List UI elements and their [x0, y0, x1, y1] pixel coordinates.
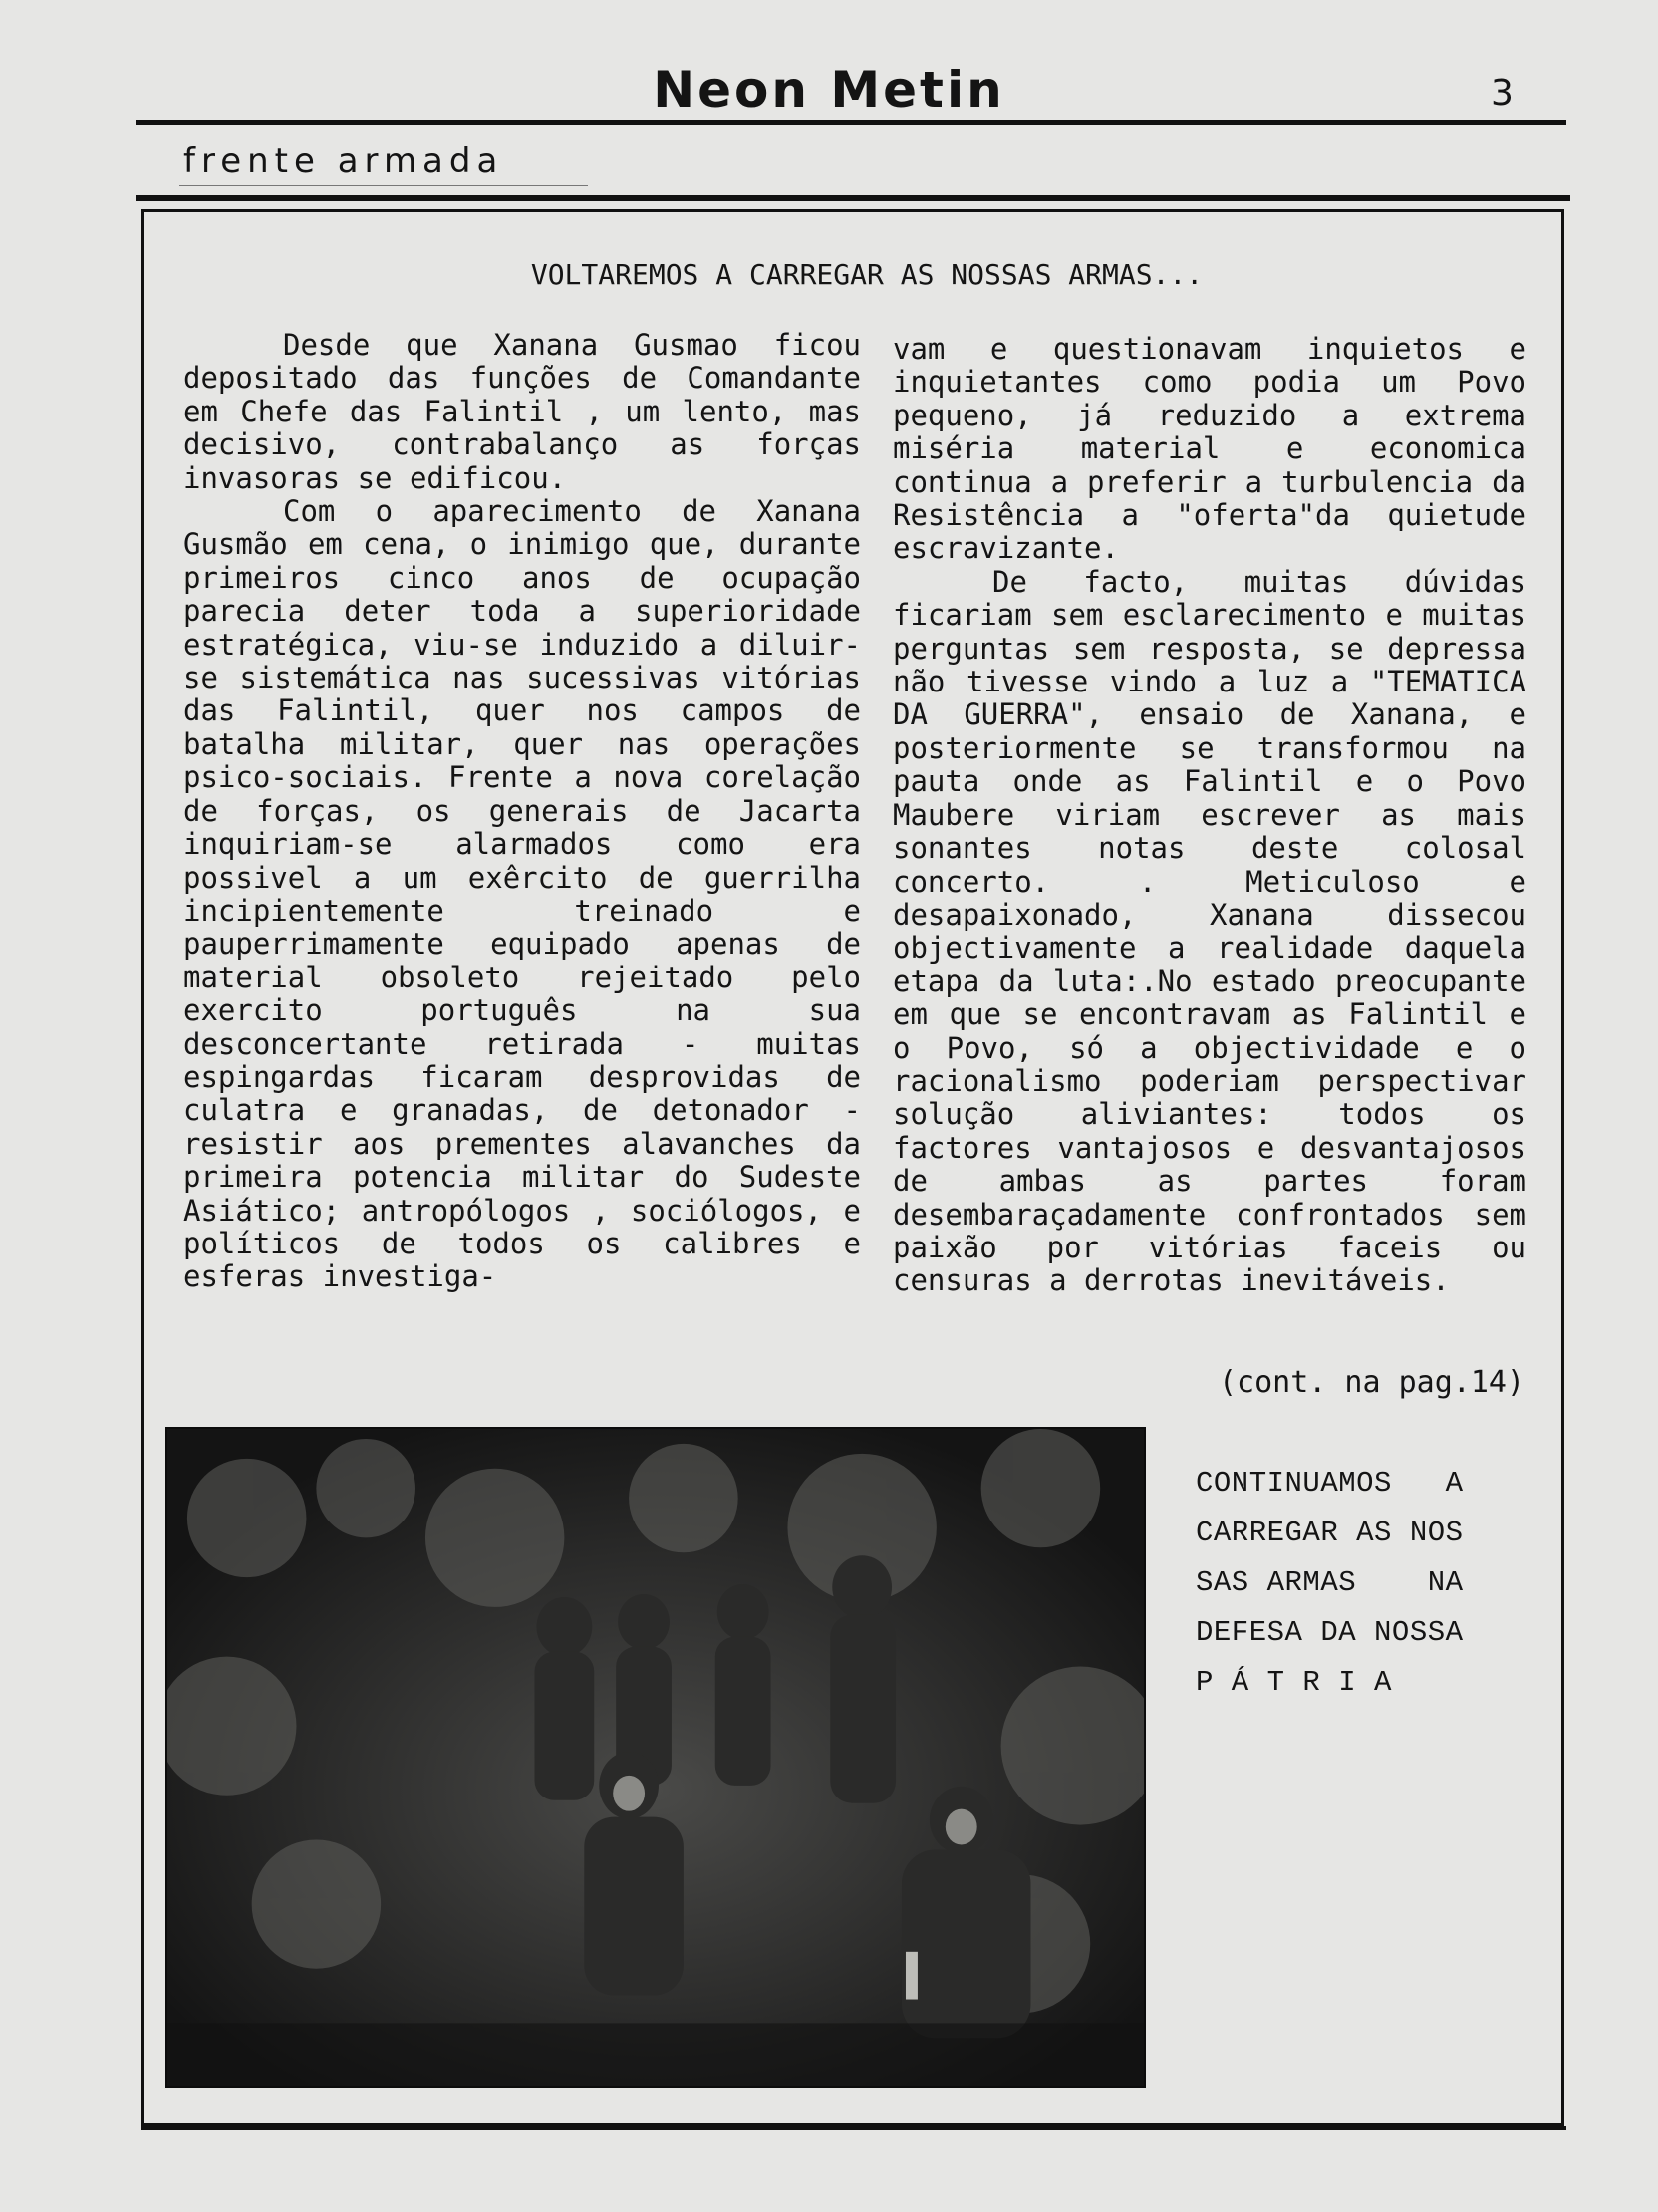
photo-caption [1196, 1459, 1505, 1708]
article-paragraph: Com o aparecimento de Xanana Gusmão em cena, o inimigo que, durante primeiros cinco anos de ocupação parecia deter toda a superioridade estratégica, viu-se induzido a diluir-se sistemática nas sucessivas vitórias das Falintil, quer nos campos de batalha militar, quer nas operações psico-sociais. Frente a nova corelação de forças, os generais de Jacarta inquiriam-se alarmados como era possivel a um exêrcito de guerrilha incipientemente treinado e pauperrimamente equipado apenas de material obsoleto rejeitado pelo exercito português na sua desconcertante retirada - muitas espingardas ficaram desprovidas de culatra e granadas, de detonador - resistir aos prementes alavanches da primeira potencia militar do Sudeste Asiático; antropólogos , sociólogos, e políticos de todos os calibres e esferas investiga- [183, 494, 861, 1294]
continued-note: (cont. na pag.14) [1218, 1365, 1524, 1400]
masthead-title: Neon Metin [653, 61, 1005, 119]
caption-line: DEFESA DA NOSSA [1196, 1616, 1464, 1649]
article-column-left [183, 329, 861, 1294]
section-rule [136, 195, 1570, 201]
guerrilla-photo [165, 1427, 1146, 2088]
article-headline: VOLTAREMOS A CARREGAR AS NOSSAS ARMAS... [530, 258, 1204, 291]
masthead-rule [136, 120, 1566, 125]
article-column-right [893, 333, 1526, 1298]
article-paragraph: vam e questionavam inquietos e inquietantes como podia um Povo pequeno, já reduzido a extrema miséria material e economica continua a preferir a turbulencia da Resistência a "oferta"da quietude escravizante. [893, 332, 1526, 566]
caption-line: SAS ARMAS NA [1196, 1566, 1464, 1599]
bottom-rule [141, 2126, 1566, 2130]
section-underline [179, 185, 588, 186]
caption-line: P Á T R I A [1196, 1666, 1392, 1699]
caption-line: CONTINUAMOS A [1196, 1467, 1464, 1500]
section-label: frente armada [183, 141, 504, 181]
article-paragraph: Desde que Xanana Gusmao ficou depositado das funções de Comandante em Chefe das Falintil , um lento, mas decisivo, contrabalanço as forças invasoras se edificou. [183, 328, 861, 495]
article-paragraph: De facto, muitas dúvidas ficariam sem esclarecimento e muitas perguntas sem resposta, se depressa não tivesse vindo a luz a "TEMATICA DA GUERRA", ensaio de Xanana, e posteriormente se transformou na pauta onde as Falintil e o Povo Maubere viriam escrever as mais sonantes notas deste colosal concerto. . Meticuloso e desapaixonado, Xanana dissecou objectivamente a realidade daquela etapa da luta:.No estado preocupante em que se encontravam as Falintil e o Povo, só a objectividade e o racionalismo poderiam perspectivar solução aliviantes: todos os factores vantajosos e desvantajosos de ambas as partes foram desembaraçadamente confrontados sem paixão por vitórias faceis ou censuras a derrotas inevitáveis. [893, 564, 1526, 1298]
page-number: 3 [1491, 73, 1514, 114]
photo-image [167, 1429, 1144, 2086]
caption-line: CARREGAR AS NOS [1196, 1517, 1464, 1549]
